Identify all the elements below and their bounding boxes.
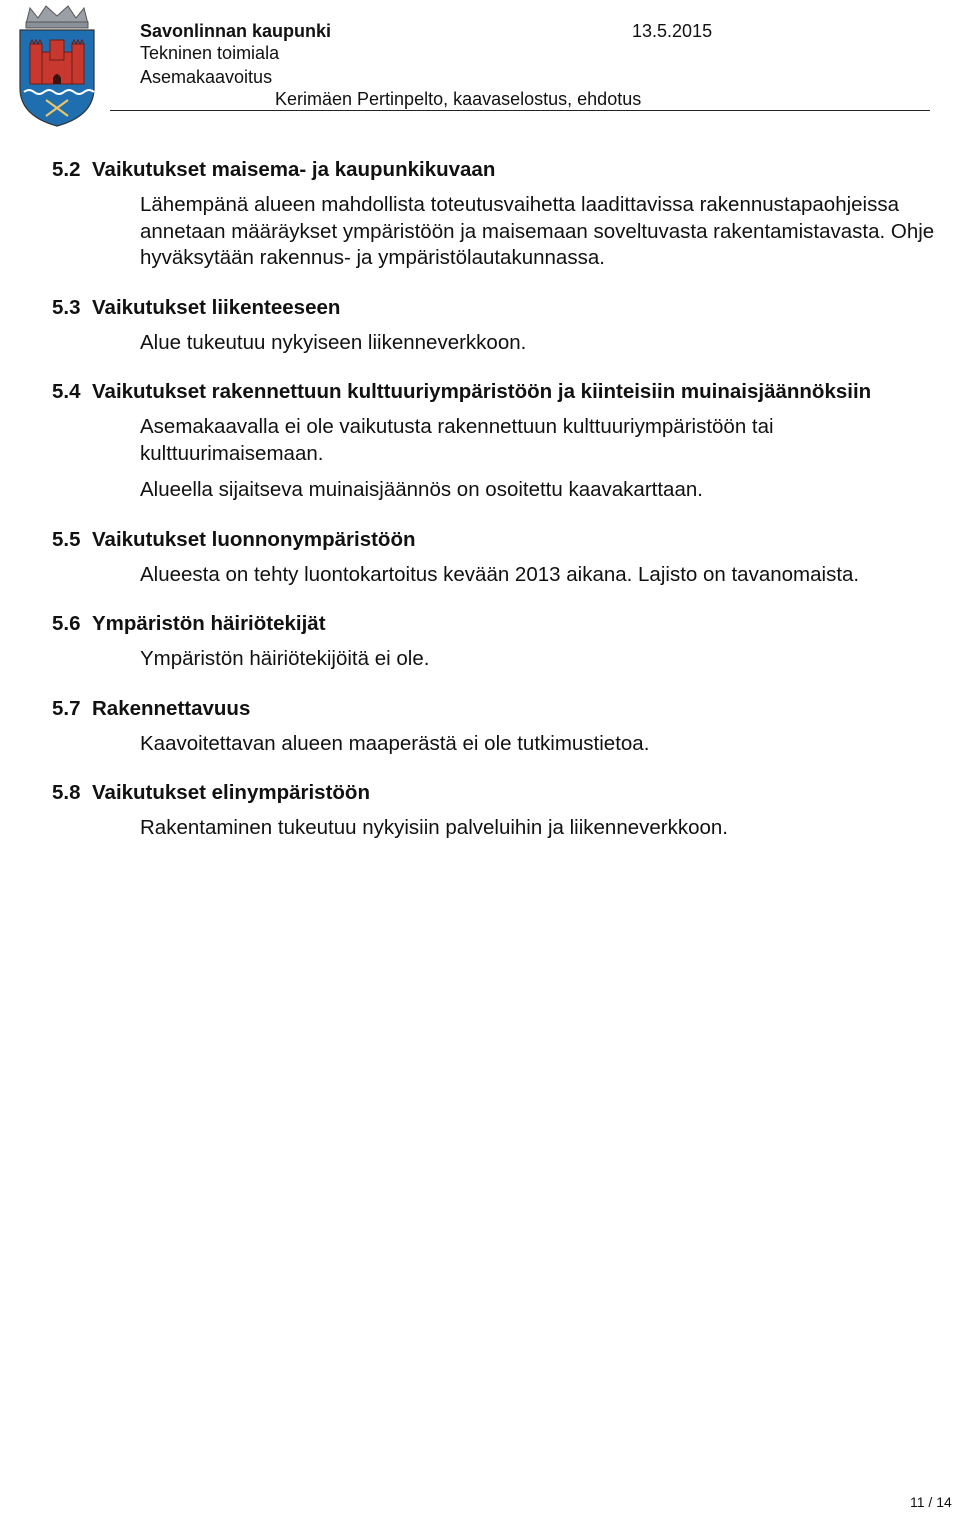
header-divider — [110, 110, 930, 111]
section-5-6 — [52, 610, 958, 673]
section-heading: 5.3 Vaikutukset liikenteeseen — [52, 295, 341, 319]
section-paragraph: Alue tukeutuu nykyiseen liikenneverkkoon. — [140, 330, 527, 354]
header-department: Tekninen toimiala — [140, 43, 280, 63]
header-unit: Asemakaavoitus — [140, 67, 273, 87]
section-5-7 — [52, 695, 958, 758]
section-heading: 5.7 Rakennettavuus — [52, 696, 251, 720]
section-heading: 5.8 Vaikutukset elinympäristöön — [52, 781, 370, 804]
section-5-5 — [52, 526, 958, 589]
section-5-4 — [52, 378, 958, 504]
section-5-8 — [52, 779, 958, 842]
section-paragraph: Ympäristön häiriötekijöitä ei ole. — [140, 647, 430, 670]
page-number: 11 / 14 — [910, 1494, 952, 1510]
section-paragraph: Lähempänä alueen mahdollista toteutusvaihetta laadittavissa rakennustapaohjeissa annetaan määräykset ympäristöön ja maisemaan soveltuvasta rakentamistavasta. Ohje hyväksytään rakennus- ja ympäristölautakunnassa. — [140, 193, 935, 269]
section-paragraph: Kaavoitettavan alueen maaperästä ei ole tutkimustietoa. — [140, 731, 650, 755]
coat-of-arms-icon — [16, 4, 98, 128]
section-5-2 — [52, 156, 958, 272]
section-heading: 5.5 Vaikutukset luonnonympäristöön — [52, 527, 416, 551]
header-date: 13.5.2015 — [632, 21, 713, 41]
section-paragraph: Alueella sijaitseva muinaisjäännös on osoitettu kaavakarttaan. — [140, 478, 703, 501]
section-heading: 5.2 Vaikutukset maisema- ja kaupunkikuvaan — [52, 158, 496, 181]
section-heading: 5.6 Ympäristön häiriötekijät — [52, 612, 326, 635]
header-document-title: Kerimäen Pertinpelto, kaavaselostus, ehdotus — [275, 89, 642, 109]
section-5-3 — [52, 294, 958, 357]
document-body — [52, 156, 958, 864]
header-organization: Savonlinnan kaupunki — [140, 21, 332, 41]
section-paragraph: Rakentaminen tukeutuu nykyisiin palveluihin ja liikenneverkkoon. — [140, 816, 729, 839]
section-heading: 5.4 Vaikutukset rakennettuun kulttuuriympäristöön ja kiinteisiin muinaisjäännöksiin — [52, 380, 872, 403]
section-paragraph: Asemakaavalla ei ole vaikutusta rakennettuun kulttuuriympäristöön tai kulttuurimaisemaan. — [140, 415, 774, 465]
section-paragraph: Alueesta on tehty luontokartoitus kevään 2013 aikana. Lajisto on tavanomaista. — [140, 562, 860, 586]
